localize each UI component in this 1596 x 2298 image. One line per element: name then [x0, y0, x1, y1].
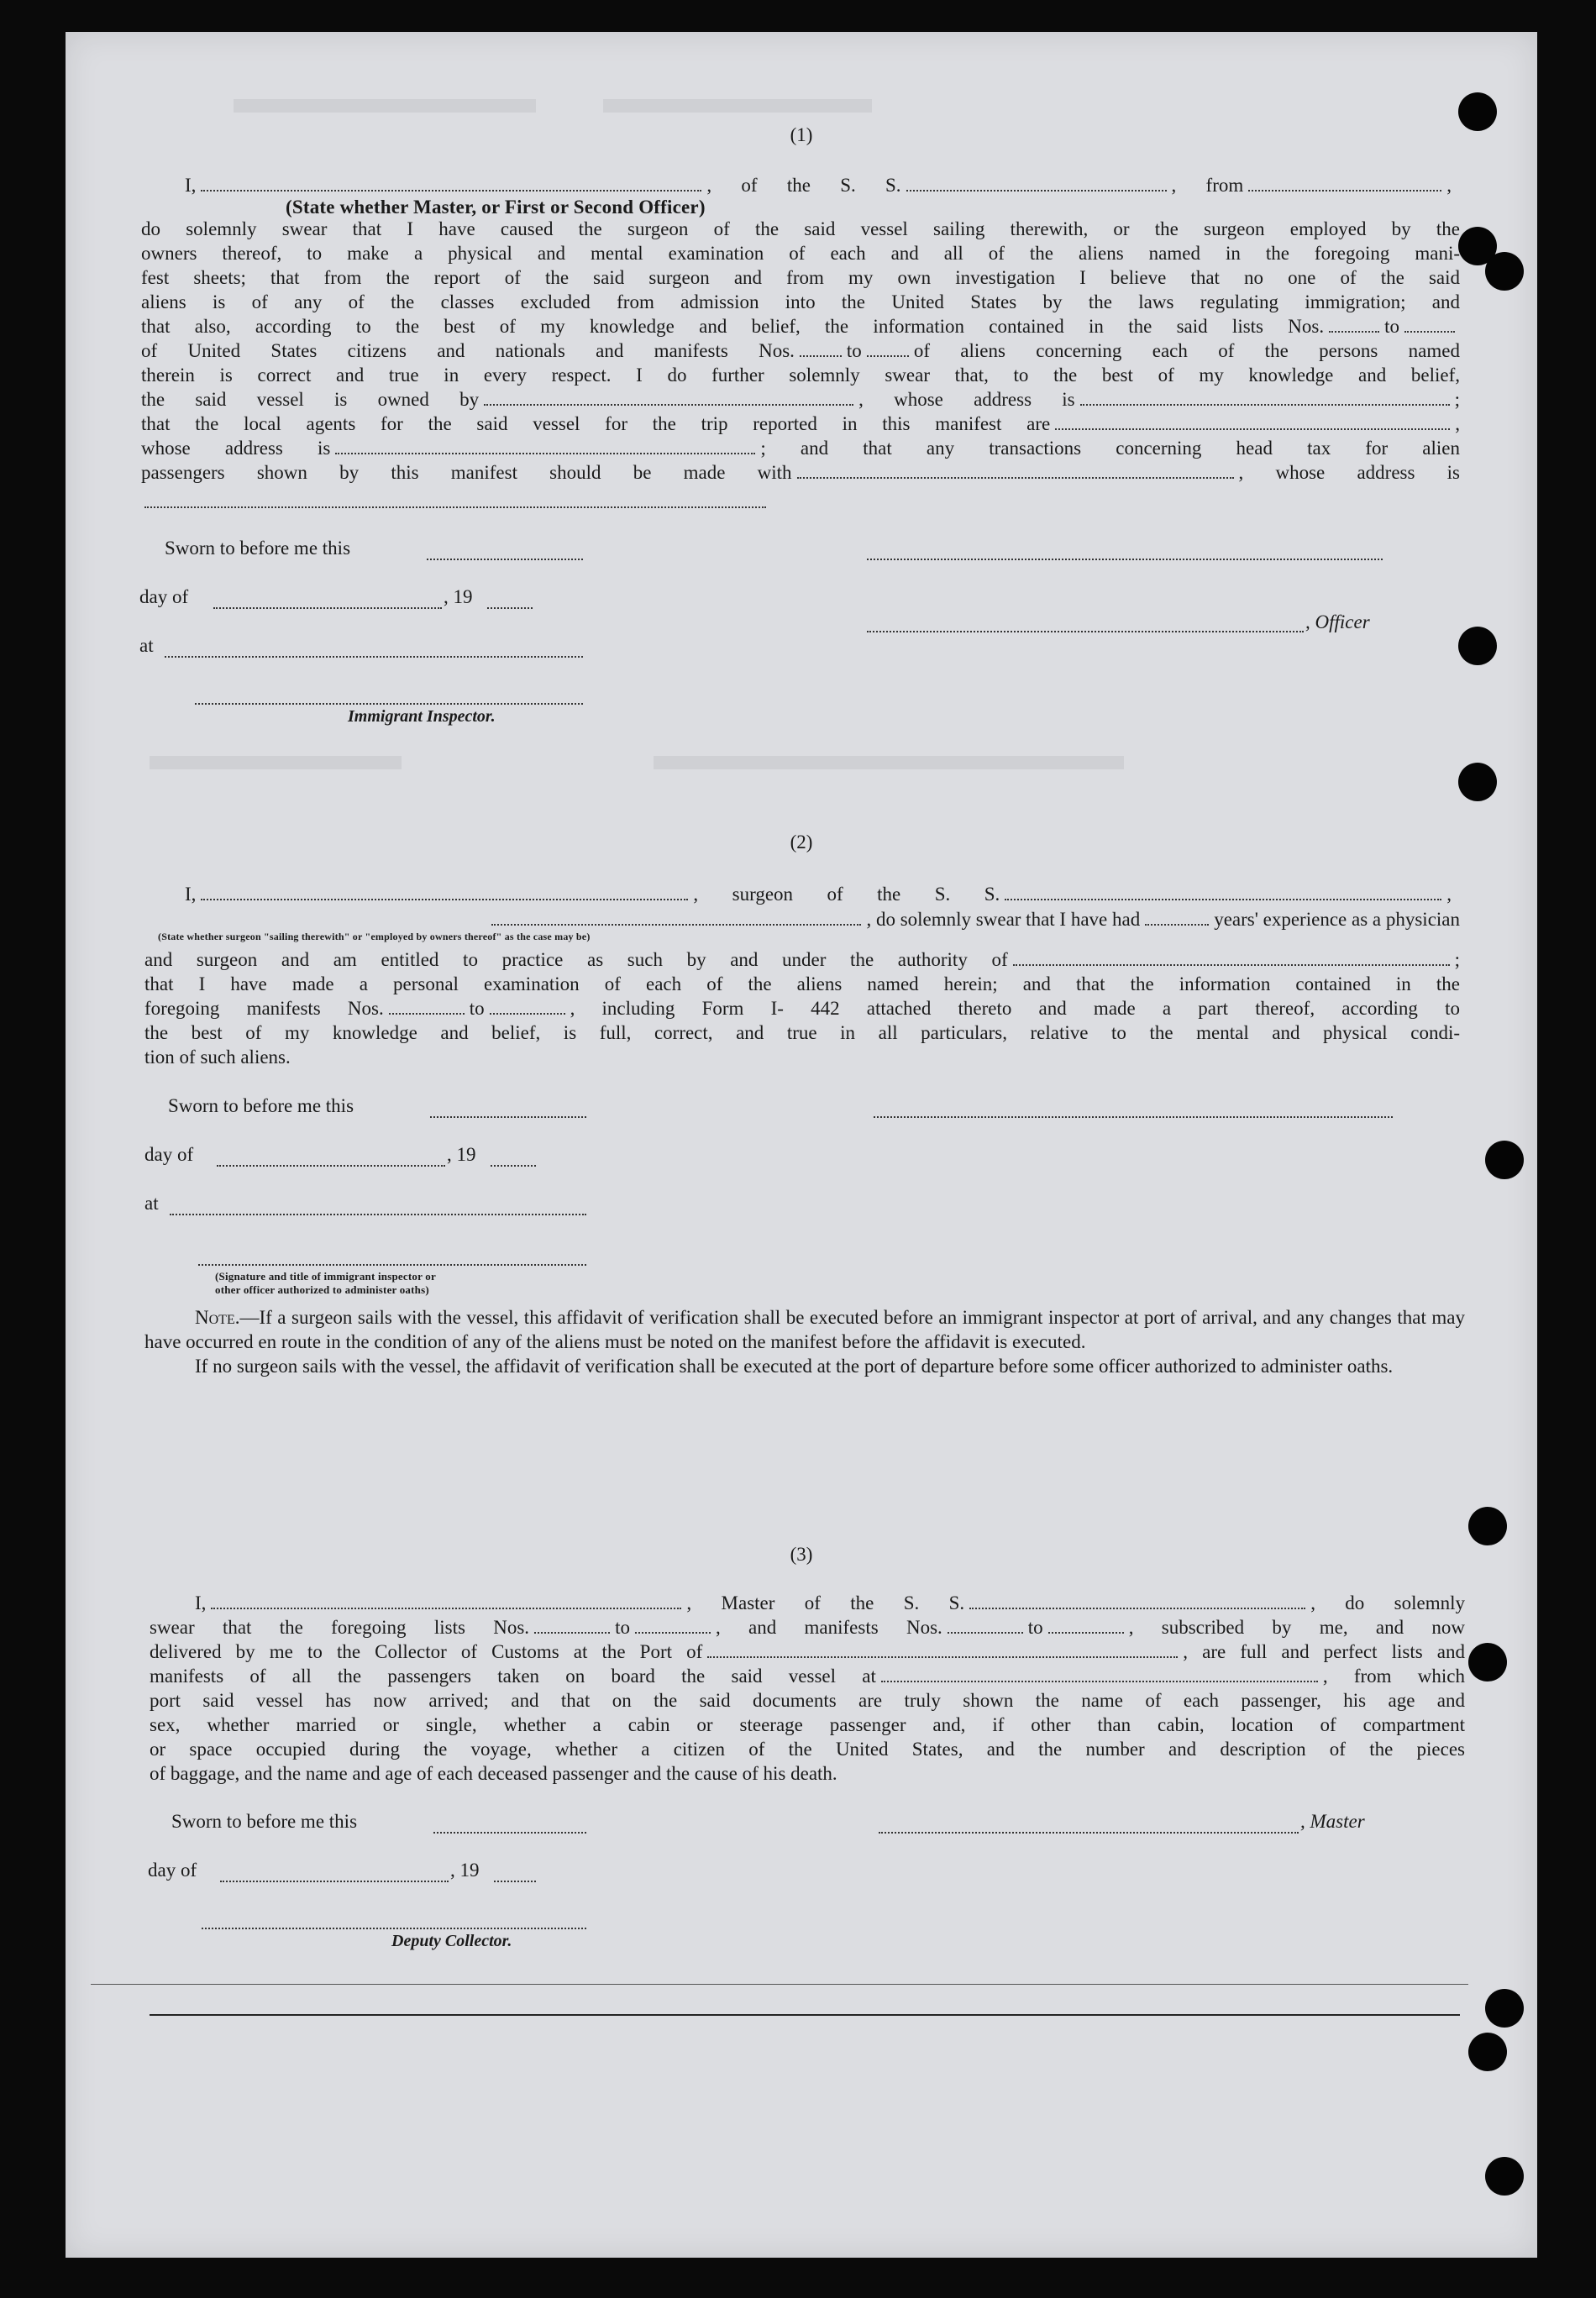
s1-line-10 [141, 436, 1460, 460]
s2-line-2 [150, 907, 1460, 931]
punch-hole [1485, 252, 1524, 291]
punch-hole [1468, 2033, 1507, 2071]
s1-line-11 [141, 460, 1460, 485]
s2-line-5 [144, 996, 1460, 1020]
surgeon-note: (State whether surgeon "sailing therewith" or "employed by owners thereof" as the case may be) [158, 931, 591, 942]
head-tax-address-field[interactable] [144, 506, 766, 508]
s3-intro [195, 1591, 1465, 1615]
s2-line-6: the best of my knowledge and belief, is full, correct, and true in all particulars, relative to the mental and physical condi- [144, 1022, 1460, 1043]
surgeon-name-field[interactable] [201, 898, 688, 900]
s1-at-field[interactable] [165, 655, 583, 658]
bleed-through-mark [234, 99, 536, 113]
s2-manifests-from-field[interactable] [389, 1012, 465, 1015]
bleed-through-mark [654, 756, 1124, 769]
manifests-from-field[interactable] [800, 354, 842, 357]
owner-field[interactable] [484, 403, 853, 406]
punch-hole [1485, 1141, 1524, 1179]
s3-intro-end: , do solemnly [1310, 1592, 1465, 1613]
s1-line-4: aliens is of any of the classes excluded from admission into the United States by the laws regulating immigration; and [141, 291, 1460, 312]
s3-line-8: of baggage, and the name and age of each deceased passenger and the cause of his death. [150, 1763, 837, 1784]
s3-lists-to-field[interactable] [635, 1631, 711, 1634]
s2-year: , 19 [447, 1144, 476, 1165]
s3-sworn: Sworn to before me this [171, 1811, 358, 1832]
s2-surgeon-signature-field[interactable] [874, 1115, 1393, 1118]
s3-collector-label: Deputy Collector. [391, 1932, 512, 1950]
surgeon-type-field[interactable] [491, 923, 861, 926]
owner-address-field[interactable] [1080, 403, 1450, 406]
s2-line-4: that I have made a personal examination of each of the aliens named herein; and that the information contained in the [144, 973, 1460, 994]
s3-master-signature-field[interactable] [879, 1831, 1299, 1834]
s1-day-of-label: day of [139, 586, 189, 607]
s3-month-field[interactable] [220, 1880, 449, 1882]
s3-line-5: port said vessel has now arrived; and that on the said documents are truly shown the name of each passenger, his age and [150, 1690, 1465, 1711]
s3-lists-from-field[interactable] [534, 1631, 610, 1634]
s1-sworn-label: Sworn to before me this [165, 538, 351, 559]
s3-line-2 [150, 1615, 1465, 1640]
s3-master-label: , Master [1300, 1811, 1365, 1832]
s3-intro-master: , Master of the S. S. [686, 1592, 965, 1613]
years-experience-field[interactable] [1145, 923, 1209, 926]
s1-officer-name-field[interactable] [867, 630, 1304, 632]
s1-officer-signature-field[interactable] [867, 558, 1383, 560]
intro-comma: , [1446, 175, 1452, 196]
s3-line-6: sex, whether married or single, whether a cabin or steerage passenger and, if other than cabin, location of compartment [150, 1714, 1465, 1735]
s2-line-3a: and surgeon and am entitled to practice as such by and under the authority of [144, 949, 1008, 970]
s1-line-5 [141, 314, 1460, 338]
s3-year: , 19 [450, 1860, 480, 1881]
embark-port-field[interactable] [881, 1680, 1318, 1682]
s2-line-5a: foregoing manifests Nos. [144, 998, 384, 1019]
s1-line-1: do solemnly swear that I have caused the surgeon of the said vessel sailing therewith, or the surgeon employed by the [141, 218, 1460, 239]
s2-month-field[interactable] [217, 1164, 445, 1167]
s3-intro-i: I, [195, 1592, 207, 1613]
s2-day-of: day of [144, 1144, 194, 1165]
punch-hole [1458, 763, 1497, 801]
s1-at [139, 635, 154, 657]
lists-from-field[interactable] [1329, 330, 1379, 333]
note-text: —If a surgeon sails with the vessel, this affidavit of verification shall be executed before an immigrant inspector at port of arrival, and any changes that may have occurred en route in the condition of any of the aliens must be noted on the manifest before the affidavit is executed. [144, 1307, 1465, 1352]
s2-year-field[interactable] [491, 1164, 536, 1167]
s1-line-8c: ; [1454, 389, 1460, 410]
bottom-rule [150, 2014, 1460, 2016]
authority-field[interactable] [1013, 963, 1450, 966]
s1-line-10a: whose address is [141, 438, 331, 459]
s3-line-4a: manifests of all the passengers taken on board the said vessel at [150, 1666, 876, 1687]
s2-line-2b: years' experience as a physician [1214, 909, 1460, 930]
intro-from: , from [1171, 175, 1244, 196]
vessel-name-field[interactable] [906, 189, 1167, 192]
s2-intro-end: , [1446, 884, 1452, 905]
s2-sworn: Sworn to before me this [168, 1095, 354, 1116]
s1-line-6a: of United States citizens and nationals and manifests Nos. [141, 340, 795, 361]
s3-line-2b: to [615, 1617, 630, 1638]
s2-sworn-date-field[interactable] [430, 1115, 586, 1118]
officer-name-field[interactable] [201, 189, 701, 192]
s3-day-of: day of [148, 1860, 197, 1881]
s3-manifests-from-field[interactable] [948, 1631, 1023, 1634]
head-tax-party-field[interactable] [797, 476, 1234, 479]
s2-signature-note-2: other officer authorized to administer oaths) [215, 1283, 429, 1296]
bleed-through-mark [603, 99, 872, 113]
s3-line-2e: , subscribed by me, and now [1128, 1617, 1465, 1638]
s1-month-field[interactable] [213, 606, 442, 609]
s2-intro-surgeon: , surgeon of the S. S. [693, 884, 1000, 905]
s1-line-9b: , [1455, 413, 1460, 434]
s1-line-9a: that the local agents for the said vessel for the trip reported in this manifest are [141, 413, 1051, 434]
s1-at-label: at [139, 635, 154, 656]
section-1-number: (1) [790, 124, 813, 145]
document-page [66, 32, 1537, 2258]
lists-to-field[interactable] [1404, 330, 1455, 333]
s2-line-5b: to [469, 998, 485, 1019]
s2-line-3b: ; [1454, 949, 1460, 970]
s1-line-6b: to [846, 340, 862, 361]
s1-line-10b: ; and that any transactions concerning head tax for alien [760, 438, 1460, 459]
punch-hole [1468, 1507, 1507, 1545]
s3-line-3b: , are full and perfect lists and [1183, 1641, 1465, 1662]
s3-line-4b: , from which [1322, 1666, 1465, 1687]
note-text-2: If no surgeon sails with the vessel, the affidavit of verification shall be executed at the port of departure before some officer authorized to administer oaths. [195, 1356, 1394, 1377]
punch-hole [1485, 1989, 1524, 2028]
note-label: Note. [195, 1307, 240, 1328]
s2-manifests-to-field[interactable] [490, 1012, 565, 1015]
s3-line-7: or space occupied during the voyage, whether a citizen of the United States, and the number and description of the pieces [150, 1739, 1465, 1760]
s2-note [144, 1305, 1465, 1378]
master-name-field[interactable] [211, 1607, 681, 1609]
punch-hole [1485, 2157, 1524, 2196]
s2-intro-i: I, [185, 884, 197, 905]
s3-line-2c: , and manifests Nos. [715, 1617, 942, 1638]
local-agents-field[interactable] [1055, 428, 1450, 430]
bottom-rule [91, 1984, 1468, 1985]
s1-line-3: fest sheets; that from the report of the said surgeon and from my own investigation I believe that no one of the said [141, 267, 1460, 288]
officer-note: (State whether Master, or First or Second Officer) [286, 197, 706, 218]
s2-line-3 [144, 947, 1460, 972]
s1-sworn [165, 538, 350, 559]
bleed-through-mark [150, 756, 402, 769]
s2-inspector-signature-field[interactable] [198, 1263, 586, 1266]
s3-line-2d: to [1027, 1617, 1043, 1638]
s1-year: , 19 [444, 586, 473, 607]
s3-vessel-name-field[interactable] [969, 1607, 1305, 1609]
s2-vessel-name-field[interactable] [1005, 898, 1441, 900]
s1-officer-label: , Officer [1305, 611, 1370, 632]
s2-signature-note-1: (Signature and title of immigrant inspector or [215, 1270, 436, 1283]
s1-line-6c: of aliens concerning each of the persons named [913, 340, 1460, 361]
s3-year-field[interactable] [494, 1880, 536, 1882]
s3-line-4 [150, 1664, 1465, 1688]
s2-line-7: tion of such aliens. [144, 1047, 291, 1068]
s1-inspector-signature-field[interactable] [195, 702, 583, 705]
s1-line-11b: , whose address is [1238, 462, 1460, 483]
s2-line-5c: , including Form I- 442 attached thereto and made a part thereof, according to [570, 998, 1460, 1019]
s1-line-8b: , whose address is [858, 389, 1075, 410]
agents-address-field[interactable] [335, 452, 755, 454]
s2-line-2a: , do solemnly swear that I have had [866, 909, 1141, 930]
s2-intro [185, 882, 1452, 906]
port-field[interactable] [707, 1655, 1178, 1658]
s1-line-5a: that also, according to the best of my knowledge and belief, the information contained in the said lists Nos. [141, 316, 1325, 337]
s2-at: at [144, 1193, 159, 1214]
s1-line-2: owners thereof, to make a physical and mental examination of each and all of the aliens named in the foregoing mani- [141, 243, 1460, 264]
intro-i: I, [185, 175, 197, 196]
s3-collector-signature-field[interactable] [202, 1927, 586, 1929]
s3-line-3a: delivered by me to the Collector of Customs at the Port of [150, 1641, 703, 1662]
intro-of-ss: , of the S. S. [706, 175, 901, 196]
s2-at-field[interactable] [170, 1213, 586, 1215]
s1-line-8 [141, 387, 1460, 412]
section-2-number: (2) [790, 832, 813, 853]
s1-day-of [139, 586, 188, 608]
section-3-number: (3) [790, 1544, 813, 1565]
punch-hole [1468, 1643, 1507, 1682]
s1-line-6 [141, 338, 1460, 363]
section-1-intro [185, 173, 1452, 197]
s1-year-field[interactable] [487, 606, 533, 609]
departure-port-field[interactable] [1248, 189, 1441, 192]
s1-inspector-label: Immigrant Inspector. [348, 707, 496, 726]
s1-line-7: therein is correct and true in every respect. I do further solemnly swear that, to the best of my knowledge and belief, [141, 365, 1460, 386]
s3-line-3 [150, 1640, 1465, 1664]
s3-line-2a: swear that the foregoing lists Nos. [150, 1617, 530, 1638]
s1-sworn-date-field[interactable] [427, 558, 583, 560]
manifests-to-field[interactable] [867, 354, 909, 357]
s1-line-5b: to [1384, 316, 1399, 337]
s1-line-11a: passengers shown by this manifest should be made with [141, 462, 792, 483]
s3-manifests-to-field[interactable] [1048, 1631, 1124, 1634]
s1-line-8a: the said vessel is owned by [141, 389, 480, 410]
s1-line-9 [141, 412, 1460, 436]
punch-hole [1458, 627, 1497, 665]
s3-sworn-date-field[interactable] [433, 1831, 586, 1834]
